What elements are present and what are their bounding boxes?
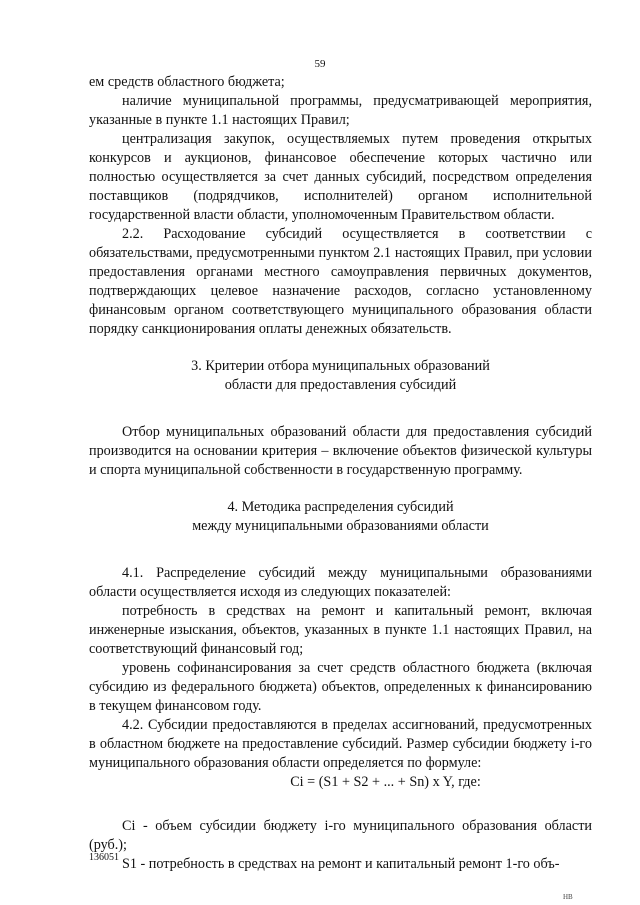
definition-s1: S1 - потребность в средствах на ремонт и капитальный ремонт 1-го объ-: [122, 856, 560, 872]
page-number: 59: [314, 58, 326, 70]
spacer: [89, 536, 592, 564]
corner-mark: НВ: [563, 893, 573, 901]
paragraph-repair-needs: потребность в средствах на ремонт и капитальный ремонт, включая инженерные изыскания, объектов, указанных в пункте 1.1 настоящих Правил, на соответствующий финансовый год;: [89, 603, 592, 657]
paragraph-municipal-program: наличие муниципальной программы, предусматривающей мероприятия, указанные в пункте 1.1 настоящих Правил;: [89, 93, 592, 128]
definition-ci: Ci - объем субсидии бюджету i-го муниципального образования области (руб.);: [89, 818, 592, 853]
section-3-heading-line-1: 3. Критерии отбора муниципальных образований: [191, 358, 490, 374]
section-4-heading-line-1: 4. Методика распределения субсидий: [227, 499, 454, 515]
document-code: 136051: [89, 852, 119, 863]
spacer: [89, 395, 592, 423]
paragraph-procurement-centralization: централизация закупок, осуществляемых путем проведения открытых конкурсов и аукционов, финансовое обеспечение которых частично или полностью осуществляется за счет данных субсидий, посредством определения поставщиков (подрядчиков, исполнителей) органом исполнительной государственной власти области, уполномоченным Правительством области.: [89, 131, 592, 223]
spacer: [89, 339, 592, 357]
section-4-heading-line-2: между муниципальными образованиями области: [192, 518, 489, 534]
spacer: [89, 792, 592, 817]
document-body: [89, 73, 592, 874]
paragraph-continuation: ем средств областного бюджета;: [89, 74, 285, 90]
paragraph-cofinancing-level: уровень софинансирования за счет средств областного бюджета (включая субсидию из федерального бюджета) объектов, определенных к финансированию в текущем финансовом году.: [89, 660, 592, 714]
section-3-heading-line-2: области для предоставления субсидий: [224, 377, 457, 393]
subsidy-formula: Ci = (S1 + S2 + ... + Sn) x Y, где:: [290, 774, 481, 790]
paragraph-2-2: 2.2. Расходование субсидий осуществляется в соответствии с обязательствами, предусмотренными пунктом 2.1 настоящих Правил, при условии предоставления органами местного самоуправления первичных документов, подтверждающих целевое назначение расходов, согласно установленному финансовым органом соответствующего муниципального образования области порядку санкционирования оплаты денежных обязательств.: [89, 226, 592, 337]
paragraph-section-3: Отбор муниципальных образований области для предоставления субсидий производится на основании критерия – включение объектов физической культуры и спорта муниципальной собственности в государственную программу.: [89, 424, 592, 478]
spacer: [89, 480, 592, 498]
paragraph-4-1: 4.1. Распределение субсидий между муниципальными образованиями области осуществляется исходя из следующих показателей:: [89, 565, 592, 600]
paragraph-4-2: 4.2. Субсидии предоставляются в пределах ассигнований, предусмотренных в областном бюджете на предоставление субсидий. Размер субсидии бюджету i-го муниципального образования области определяется по формуле:: [89, 717, 592, 771]
